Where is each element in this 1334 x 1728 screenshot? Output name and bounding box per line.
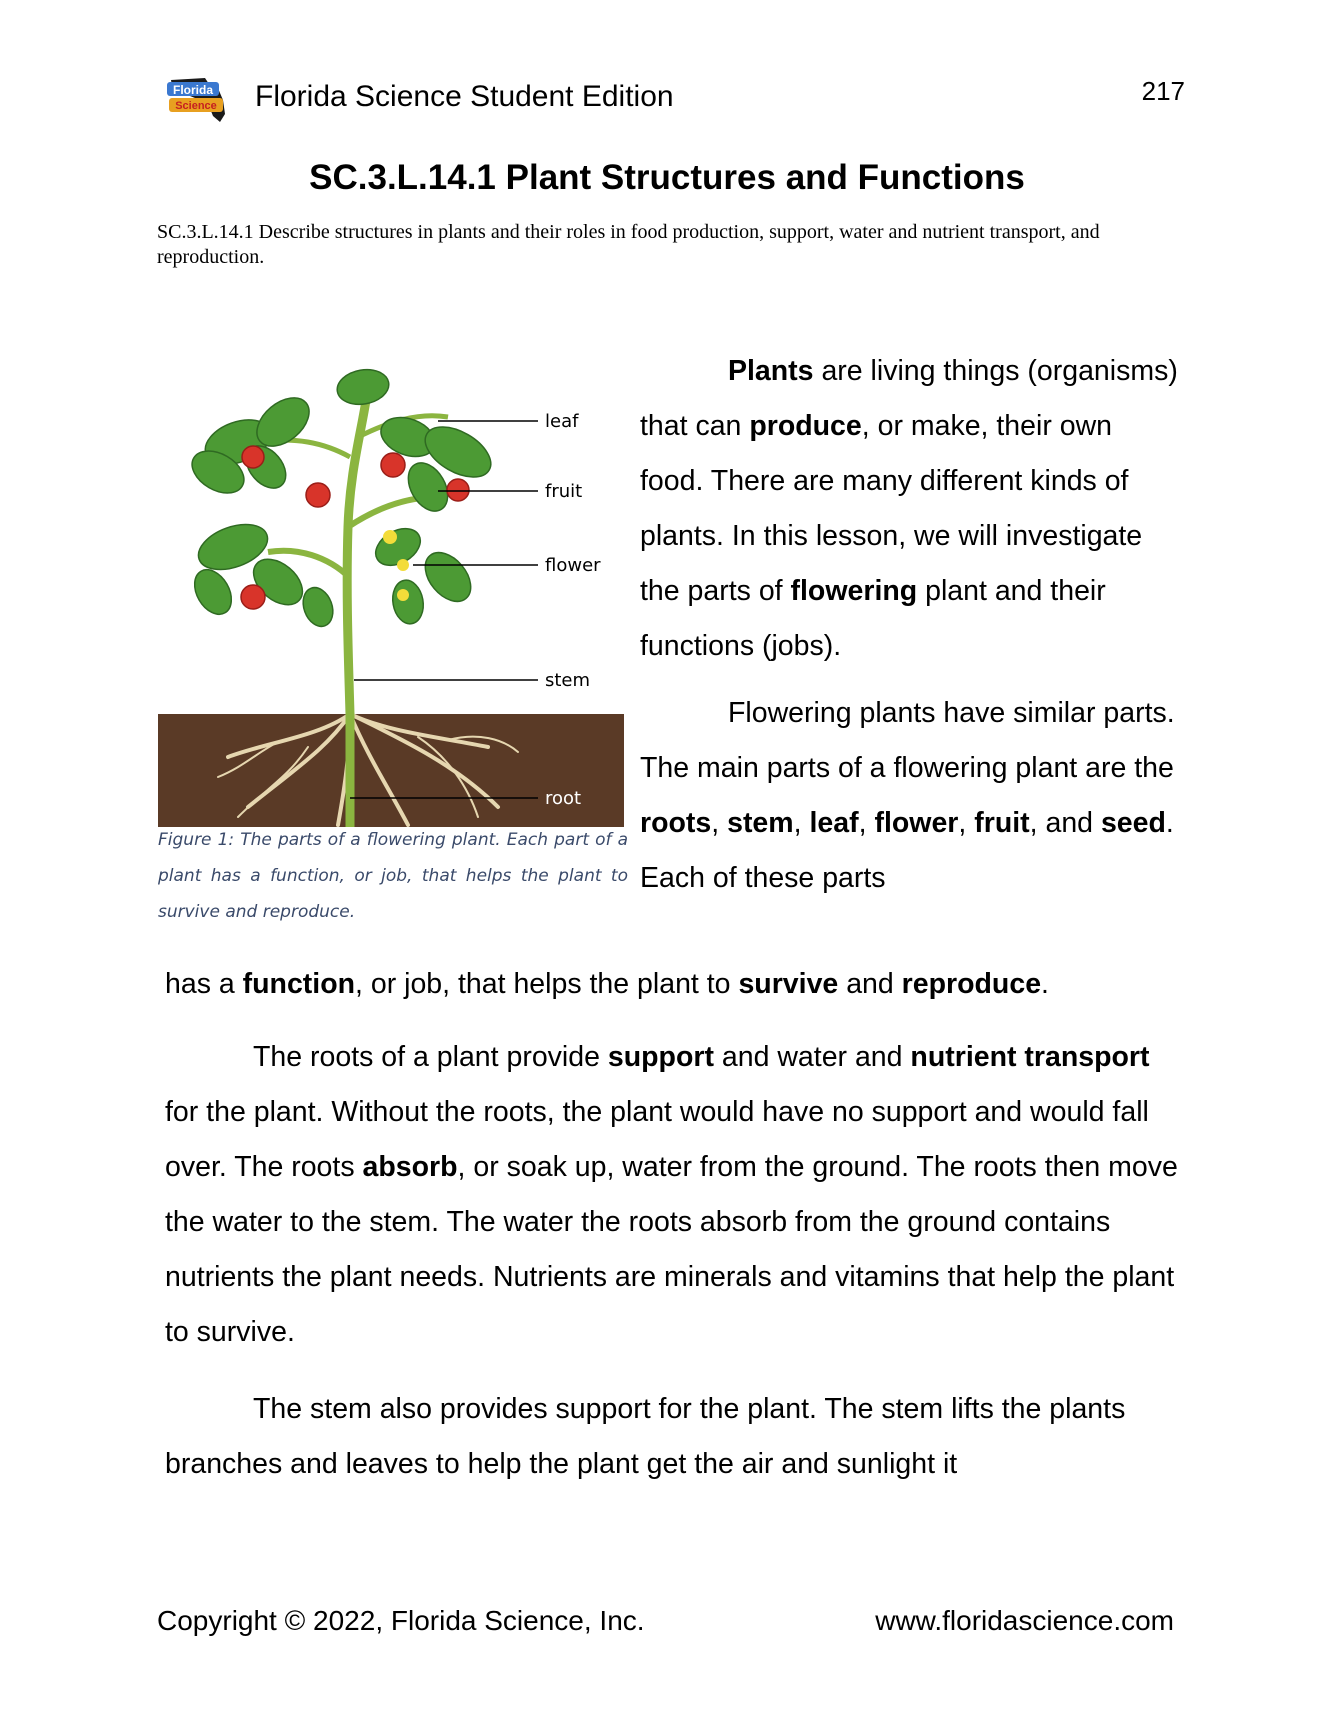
page-number: 217 [1141, 76, 1185, 106]
stem-paragraph: The stem also provides support for the plant. The stem lifts the plants branches and leaves to help the plant get the air and sunlight it [165, 1393, 1126, 1480]
label-leaf: leaf [545, 411, 579, 432]
intro-paragraph-1: Plants are living things (organisms) that can produce, or make, their own food. There are many different kinds of plants. In this lesson, we will investigate the parts of flowering plant and their functions (jobs). [640, 355, 1178, 662]
standard-description: SC.3.L.14.1 Describe structures in plants and their roles in food production, support, water and nutrient transport, and reproduction. [157, 221, 1100, 268]
footer-copyright: Copyright © 2022, Florida Science, Inc. [157, 1605, 645, 1636]
florida-science-logo [165, 70, 229, 128]
label-root: root [545, 788, 582, 809]
intro-paragraph-2: Flowering plants have similar parts. The main parts of a flowering plant are the roots, stem, leaf, flower, fruit, and seed. Each of these parts [640, 697, 1175, 894]
document-title: SC.3.L.14.1 Plant Structures and Functions [309, 158, 1025, 197]
page-header [165, 70, 1185, 130]
header-title: Florida Science Student Edition [255, 80, 674, 113]
roots-paragraph: The roots of a plant provide support and water and nutrient transport for the plant. Without the roots, the plant would have no support and would fall over. The roots absorb, or soak up, water from the ground. The roots then move the water to the stem. The water the roots absorb from the ground contains nutrients the plant needs. Nutrients are minerals and vitamins that help the plant to survive. [165, 1041, 1178, 1348]
flowering-plant-illustration [158, 347, 624, 827]
logo-text-line1: Florida [172, 83, 214, 97]
label-fruit: fruit [545, 481, 583, 502]
intro-paragraph-2-continued: has a function, or job, that helps the plant to survive and reproduce. [165, 968, 1049, 1000]
label-flower: flower [545, 555, 601, 576]
figure-caption: Figure 1: The parts of a flowering plant. Each part of a plant has a function, or job, that helps the plant to survive and reproduce. [158, 830, 628, 922]
logo-text-line2: Science [175, 100, 217, 112]
footer-website[interactable]: www.floridascience.com [875, 1605, 1174, 1636]
label-stem: stem [545, 670, 591, 691]
soil [158, 714, 624, 827]
plant-parts-figure [158, 347, 624, 827]
intro-column [640, 344, 1180, 906]
